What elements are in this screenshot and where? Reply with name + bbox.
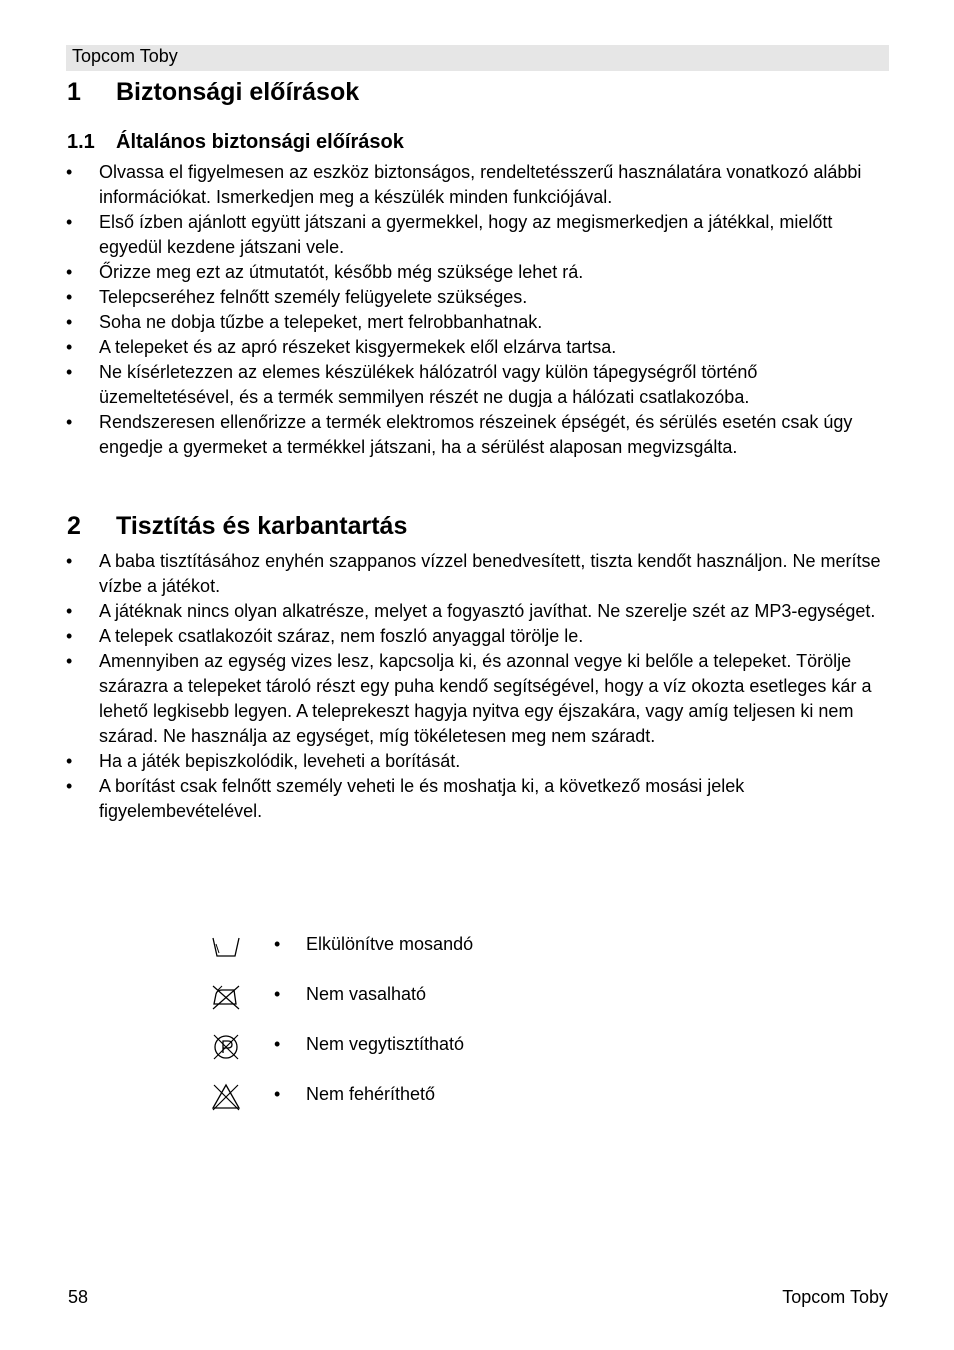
list-item [66,360,892,410]
list-item-text: Őrizze meg ezt az útmutatót, később még szüksége lehet rá. [99,262,584,282]
list-item [66,749,892,774]
list-item-text: A telepeket és az apró részeket kisgyermekek elől elzárva tartsa. [99,337,617,357]
header-title: Topcom Toby [72,46,178,66]
bullet: • [66,362,73,382]
list-item-text: Első ízben ajánlott együtt játszani a gyermekkel, hogy az megismerkedjen a játékkal, mielőtt egyedül kezdene játszani vele. [99,212,833,257]
list-item [66,649,892,749]
footer-brand: Topcom Toby [782,1287,888,1307]
page-number: 58 [68,1287,89,1307]
section-1-number: 1 [67,78,81,106]
list-item-text: Amennyiben az egység vizes lesz, kapcsolja ki, és azonnal vegye ki belőle a telepeket. Törölje szárazra a telepeket tároló részt egy puha kendő segítségével, hogy a víz okozta esetleges kár a lehető legkisebb legyen. A teleprekeszt hagyja nyitva egy éjszakára, vagy amíg teljesen ki nem szárad. Ne használja az egységet, míg tökéletesen meg nem száradt. [99,651,872,746]
list-item [66,310,892,335]
list-item-text: Olvassa el figyelmesen az eszköz biztonságos, rendeltetésszerű használatára vonatkozó alábbi információkat. Ismerkedjen meg a készülék minden funkciójával. [99,162,862,207]
list-item-text: A baba tisztításához enyhén szappanos vízzel benedvesített, tiszta kendőt használjon. Ne merítse vízbe a játékot. [99,551,881,596]
bullet: • [274,1084,281,1104]
bullet: • [66,776,73,796]
list-item-text: A játéknak nincs olyan alkatrésze, melyet a fogyasztó javíthat. Ne szerelje szét az MP3-egységet. [99,601,876,621]
care-label: Nem fehéríthető [306,1084,436,1104]
list-item [66,549,892,599]
list-item-text: A borítást csak felnőtt személy veheti le és moshatja ki, a következő mosási jelek figyelembevételével. [99,776,745,821]
no-dry-clean-icon [210,1032,242,1062]
care-label: Nem vasalható [306,984,427,1004]
section-1-title: Biztonsági előírások [116,78,360,106]
bullet: • [66,262,73,282]
list-item-text: Telepcseréhez felnőtt személy felügyelete szükséges. [99,287,528,307]
care-label: Nem vegytisztítható [306,1034,465,1054]
list-item [66,624,892,649]
list-item-text: A telepek csatlakozóit száraz, nem foszló anyaggal törölje le. [99,626,584,646]
wash-basin-icon [210,932,242,962]
no-iron-icon [210,982,242,1012]
section-2-number: 2 [67,512,81,540]
safety-list [66,160,892,460]
page-header [66,45,889,71]
bullet: • [66,601,73,621]
bullet: • [66,551,73,571]
care-label: Elkülönítve mosandó [306,934,474,954]
list-item [66,260,892,285]
list-item-text: Ne kísérletezzen az elemes készülékek hálózatról vagy külön tápegységről történő üzemeltetésével, és a termék semmilyen részét ne dugja a hálózati csatlakozóba. [99,362,758,407]
list-item [66,599,892,624]
section-2-title: Tisztítás és karbantartás [116,512,408,540]
list-item [66,410,892,460]
bullet: • [66,312,73,332]
list-item [66,210,892,260]
list-item [66,774,892,824]
section-1-1-title: Általános biztonsági előírások [116,131,404,153]
bullet: • [66,212,73,232]
bullet: • [274,984,281,1004]
bullet: • [66,751,73,771]
cleaning-list [66,549,892,824]
list-item-text: Soha ne dobja tűzbe a telepeket, mert felrobbanhatnak. [99,312,543,332]
list-item [66,285,892,310]
bullet: • [274,934,281,954]
list-item [66,160,892,210]
bullet: • [66,287,73,307]
no-bleach-icon [210,1082,242,1112]
list-item [66,335,892,360]
bullet: • [66,651,73,671]
list-item-text: Ha a játék bepiszkolódik, leveheti a borítását. [99,751,461,771]
bullet: • [66,626,73,646]
section-1-1-number: 1.1 [67,131,95,153]
bullet: • [66,412,73,432]
list-item-text: Rendszeresen ellenőrizze a termék elektromos részeinek épségét, és sérülés esetén csak úgy engedje a gyermeket a termékkel játszani, ha a sérülést alaposan megvizsgálta. [99,412,853,457]
bullet: • [66,162,73,182]
bullet: • [66,337,73,357]
bullet: • [274,1034,281,1054]
